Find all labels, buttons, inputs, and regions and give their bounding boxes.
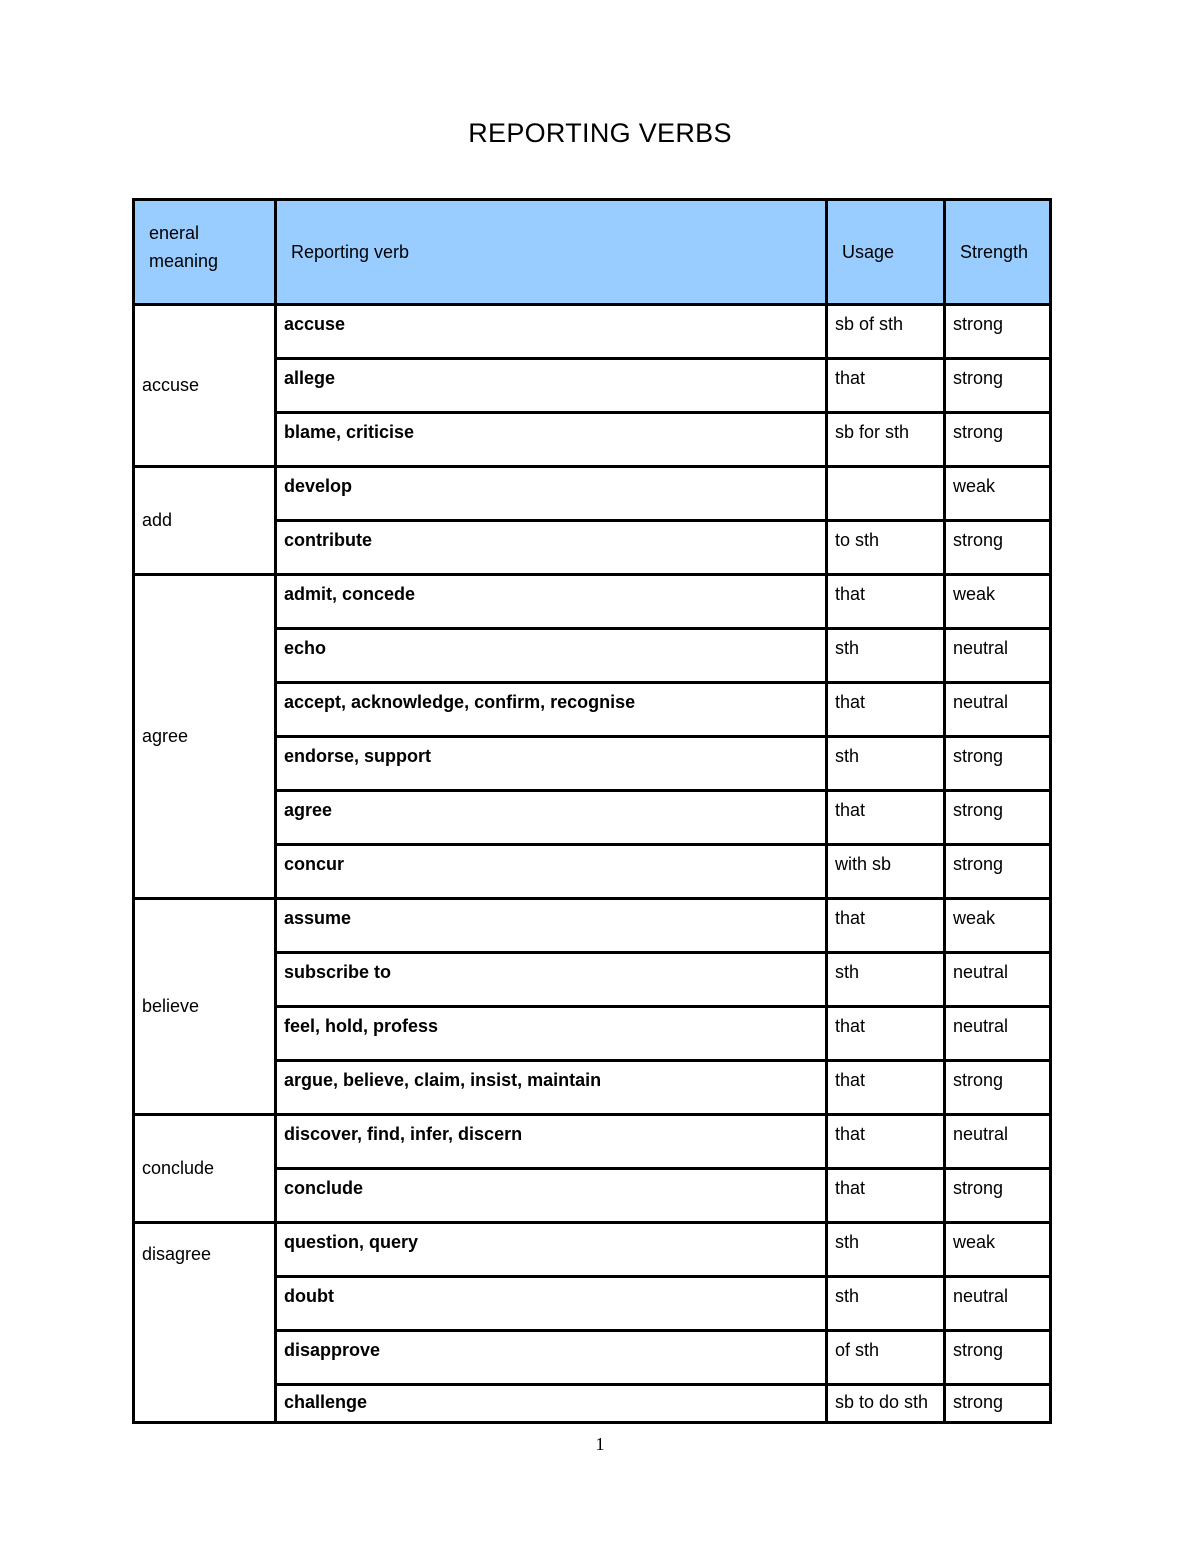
usage-cell: sb of sth: [827, 305, 945, 359]
usage-cell: [827, 467, 945, 521]
strength-cell: strong: [945, 1169, 1051, 1223]
verb-cell: contribute: [276, 521, 827, 575]
verb-cell: blame, criticise: [276, 413, 827, 467]
page-title: REPORTING VERBS: [468, 118, 732, 149]
strength-cell: weak: [945, 575, 1051, 629]
strength-cell: strong: [945, 1331, 1051, 1385]
strength-cell: strong: [945, 791, 1051, 845]
usage-cell: sb for sth: [827, 413, 945, 467]
group-meaning-cell: accuse: [134, 305, 276, 467]
strength-cell: strong: [945, 845, 1051, 899]
group-meaning-cell: disagree: [134, 1223, 276, 1423]
verb-cell: accept, acknowledge, confirm, recognise: [276, 683, 827, 737]
strength-cell: neutral: [945, 1115, 1051, 1169]
verb-cell: challenge: [276, 1385, 827, 1423]
strength-cell: strong: [945, 521, 1051, 575]
table-row: [134, 575, 1051, 629]
usage-cell: sth: [827, 629, 945, 683]
strength-cell: strong: [945, 1385, 1051, 1423]
usage-cell: that: [827, 1115, 945, 1169]
verb-cell: concur: [276, 845, 827, 899]
header-strength: Strength: [945, 200, 1051, 305]
group-meaning-cell: agree: [134, 575, 276, 899]
strength-cell: weak: [945, 899, 1051, 953]
table-row: [134, 1223, 1051, 1277]
verb-cell: argue, believe, claim, insist, maintain: [276, 1061, 827, 1115]
group-meaning-cell: believe: [134, 899, 276, 1115]
group-meaning-cell: add: [134, 467, 276, 575]
verb-cell: develop: [276, 467, 827, 521]
usage-cell: that: [827, 683, 945, 737]
strength-cell: strong: [945, 359, 1051, 413]
usage-cell: that: [827, 1061, 945, 1115]
header-usage: Usage: [827, 200, 945, 305]
strength-cell: weak: [945, 467, 1051, 521]
strength-cell: strong: [945, 413, 1051, 467]
usage-cell: that: [827, 791, 945, 845]
usage-cell: sth: [827, 1277, 945, 1331]
table-header-row: [134, 200, 1051, 305]
strength-cell: strong: [945, 1061, 1051, 1115]
usage-cell: of sth: [827, 1331, 945, 1385]
verb-cell: conclude: [276, 1169, 827, 1223]
page-number: 1: [595, 1434, 605, 1454]
verb-cell: assume: [276, 899, 827, 953]
strength-cell: neutral: [945, 953, 1051, 1007]
strength-cell: neutral: [945, 629, 1051, 683]
usage-cell: that: [827, 1169, 945, 1223]
verb-cell: feel, hold, profess: [276, 1007, 827, 1061]
header-general-meaning: eneral meaning: [134, 200, 276, 305]
table-row: [134, 899, 1051, 953]
verb-cell: doubt: [276, 1277, 827, 1331]
usage-cell: that: [827, 359, 945, 413]
reporting-verbs-table: [132, 198, 1052, 1424]
usage-cell: sb to do sth: [827, 1385, 945, 1423]
usage-cell: sth: [827, 1223, 945, 1277]
usage-cell: to sth: [827, 521, 945, 575]
table-row: [134, 305, 1051, 359]
header-reporting-verb: Reporting verb: [276, 200, 827, 305]
verb-cell: disapprove: [276, 1331, 827, 1385]
verb-cell: allege: [276, 359, 827, 413]
strength-cell: neutral: [945, 1007, 1051, 1061]
verb-cell: echo: [276, 629, 827, 683]
verb-cell: accuse: [276, 305, 827, 359]
usage-cell: sth: [827, 953, 945, 1007]
strength-cell: weak: [945, 1223, 1051, 1277]
verb-cell: subscribe to: [276, 953, 827, 1007]
table-row: [134, 1115, 1051, 1169]
usage-cell: that: [827, 1007, 945, 1061]
verb-cell: discover, find, infer, discern: [276, 1115, 827, 1169]
usage-cell: with sb: [827, 845, 945, 899]
usage-cell: that: [827, 899, 945, 953]
strength-cell: strong: [945, 737, 1051, 791]
verb-cell: question, query: [276, 1223, 827, 1277]
verb-cell: endorse, support: [276, 737, 827, 791]
strength-cell: neutral: [945, 1277, 1051, 1331]
usage-cell: sth: [827, 737, 945, 791]
usage-cell: that: [827, 575, 945, 629]
strength-cell: neutral: [945, 683, 1051, 737]
verb-cell: admit, concede: [276, 575, 827, 629]
strength-cell: strong: [945, 305, 1051, 359]
verb-cell: agree: [276, 791, 827, 845]
table-row: [134, 467, 1051, 521]
group-meaning-cell: conclude: [134, 1115, 276, 1223]
